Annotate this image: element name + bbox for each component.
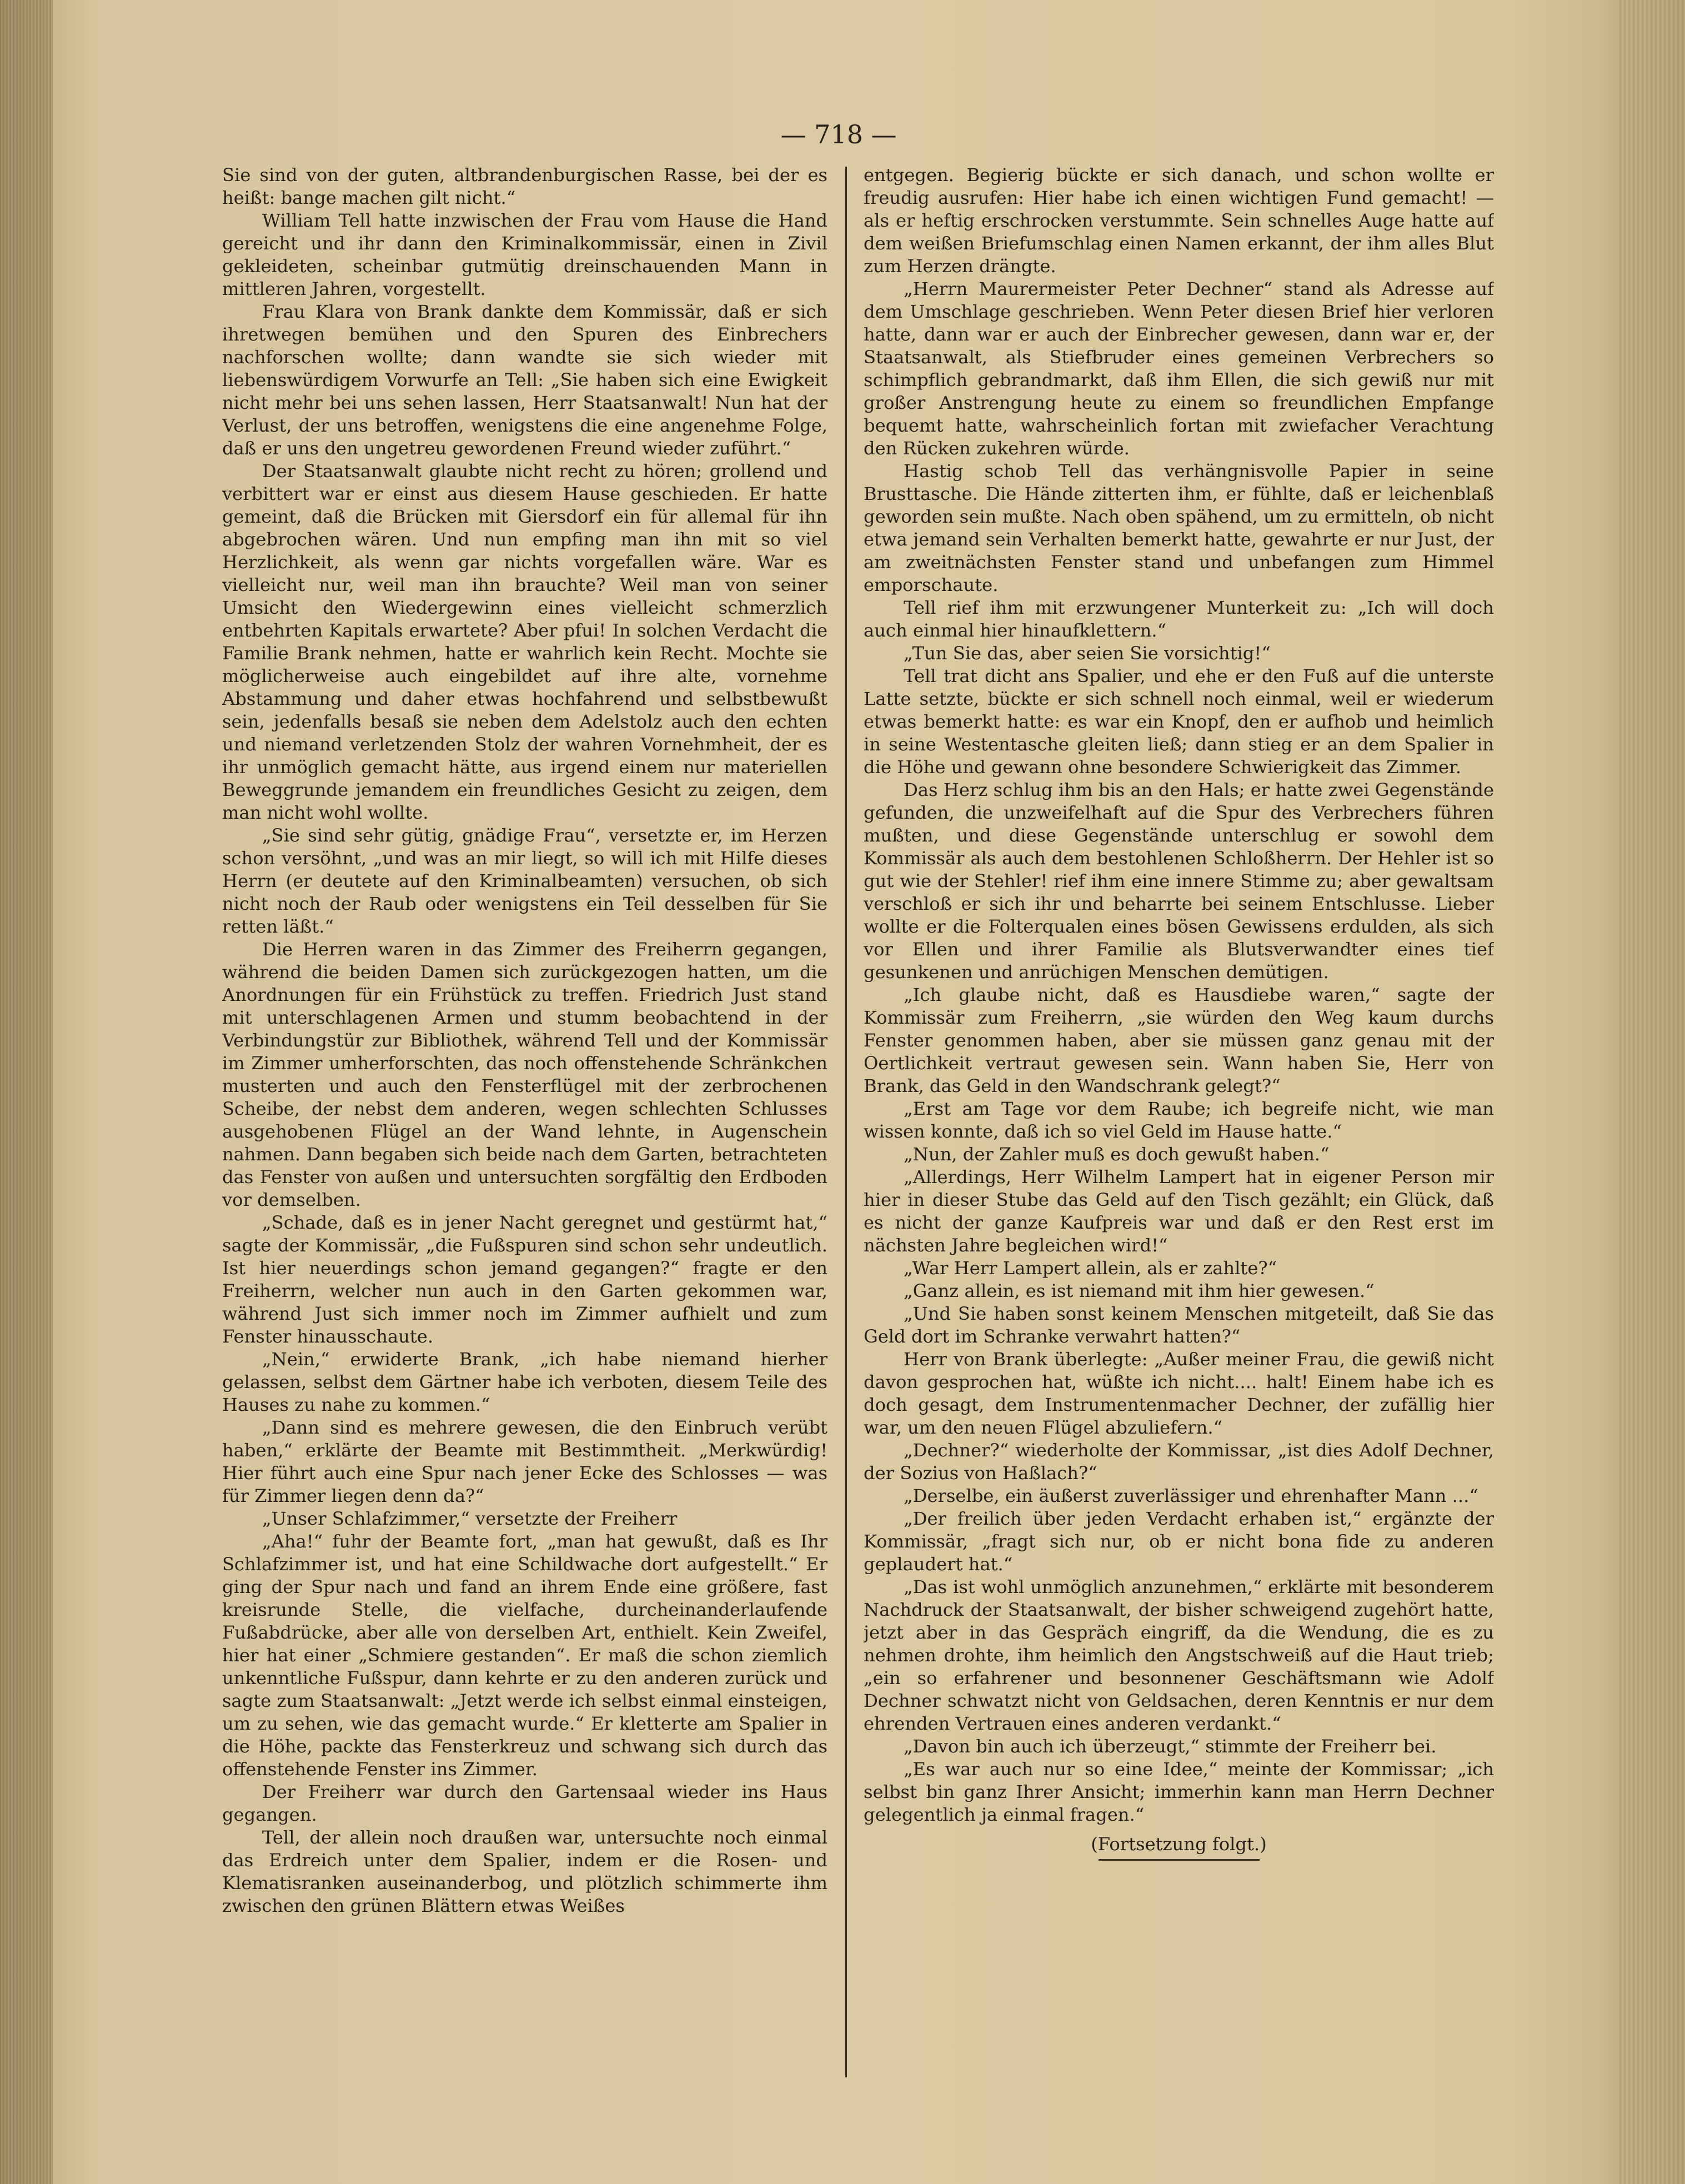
paragraph: „Unser Schlafzimmer,“ versetzte der Freiherr [262, 1508, 678, 1529]
left-text-column [222, 164, 828, 2158]
paragraph: „Davon bin auch ich überzeugt,“ stimmte der Freiherr bei. [904, 1736, 1437, 1757]
paragraph: Tell trat dicht ans Spalier, und ehe er den Fuß auf die unterste Latte setzte, bückte er sich schnell noch einmal, weil er wiederum etwas bemerkt hatte: es war ein Knopf, den er aufhob und heimlich in seine Westentasche gleiten ließ; dann stieg er an dem Spalier in die Höhe und gewann ohne besondere Schwierigkeit das Zimmer. [864, 665, 1494, 778]
paragraph: „Nein,“ erwiderte Brank, „ich habe niemand hierher gelassen, selbst dem Gärtner habe ich verboten, diesem Teile des Hauses zu nahe zu kommen.“ [222, 1349, 828, 1415]
continuation-note: (Fortsetzung folgt.) [1091, 1834, 1267, 1855]
paragraph: „Es war auch nur so eine Idee,“ meinte der Kommissar; „ich selbst bin ganz Ihrer Ansicht; immerhin kann man Herrn Dechner gelegentlich ja einmal fragen.“ [864, 1759, 1494, 1825]
paragraph: „Aha!“ fuhr der Beamte fort, „man hat gewußt, daß es Ihr Schlafzimmer ist, und hat eine Schildwache dort aufgestellt.“ Er ging der Spur nach und fand an ihrem Ende eine größere, fast kreisrunde Stelle, die vielfache, durcheinanderlaufende Fußabdrücke, aber alle von derselben Art, enthielt. Kein Zweifel, hier hat einer „Schmiere gestanden“. Er maß die schon ziemlich unkenntliche Fußspur, dann kehrte er zu den anderen zurück und sagte zum Staatsanwalt: „Jetzt werde ich selbst einmal einsteigen, um zu sehen, wie das gemacht wurde.“ Er kletterte am Spalier in die Höhe, packte das Fensterkreuz und schwang sich durch das offenstehende Fenster ins Zimmer. [222, 1531, 828, 1780]
paragraph: „Herrn Maurermeister Peter Dechner“ stand als Adresse auf dem Umschlage geschrieben. Wenn Peter diesen Brief hier verloren hatte, dann war er auch der Einbrecher gewesen, dann war er, der Staatsanwalt, als Stiefbruder eines gemeinen Verbrechers so schimpflich gebrandmarkt, daß ihm Ellen, die sich gewiß nur mit großer Anstrengung heute zu einem so freundlichen Empfange bequemt hatte, wahrscheinlich fortan mit zwiefacher Verachtung den Rücken zukehren würde. [864, 278, 1494, 459]
paragraph: entgegen. Begierig bückte er sich danach, und schon wollte er freudig ausrufen: Hier habe ich einen wichtigen Fund gemacht! — als er heftig erschrocken verstummte. Sein schnelles Auge hatte auf dem weißen Briefumschlag einen Namen erkannt, der ihm alles Blut zum Herzen drängte. [864, 164, 1494, 277]
paragraph: „Allerdings, Herr Wilhelm Lampert hat in eigener Person mir hier in dieser Stube das Geld auf den Tisch gezählt; ein Glück, daß es nicht der ganze Kaufpreis war und daß er den Rest erst im nächsten Jahre begleichen wird!“ [864, 1166, 1494, 1256]
paragraph: Der Freiherr war durch den Gartensaal wieder ins Haus gegangen. [222, 1781, 828, 1825]
paragraph: „Und Sie haben sonst keinem Menschen mitgeteilt, daß Sie das Geld dort im Schranke verwahrt hatten?“ [864, 1303, 1494, 1347]
paragraph: Der Staatsanwalt glaubte nicht recht zu hören; grollend und verbittert war er einst aus diesem Hause geschieden. Er hatte gemeint, daß die Brücken mit Giersdorf ein für allemal für ihn abgebrochen wären. Und nun empfing man ihn mit so viel Herzlichkeit, als wenn gar nichts vorgefallen wäre. War es vielleicht nur, weil man ihn brauchte? Weil man von seiner Umsicht den Wiedergewinn eines vielleicht schmerzlich entbehrten Kapitals erwartete? Aber pfui! In solchen Verdacht die Familie Brank nehmen, hatte er wahrlich kein Recht. Mochte sie möglicherweise auch eingebildet auf ihre alte, vornehme Abstammung und daher etwas hochfahrend und selbstbewußt sein, jedenfalls besaß sie neben dem Adelstolz auch den echten und niemand verletzenden Stolz der wahren Vornehmheit, der es ihr unmöglich gemacht hätte, aus irgend einem nur materiellen Beweggrunde jemandem ein freundliches Gesicht zu zeigen, dem man nicht wohl wollte. [222, 460, 828, 823]
column-divider [845, 167, 847, 2077]
paragraph: „Sie sind sehr gütig, gnädige Frau“, versetzte er, im Herzen schon versöhnt, „und was an mir liegt, so will ich mit Hilfe dieses Herrn (er deutete auf den Kriminalbeamten) versuchen, ob sich nicht noch der Raub oder wenigstens ein Teil desselben für Sie retten läßt.“ [222, 825, 828, 937]
right-text-column [864, 164, 1494, 2158]
paragraph: „War Herr Lampert allein, als er zahlte?“ [904, 1258, 1277, 1279]
paragraph: Das Herz schlug ihm bis an den Hals; er hatte zwei Gegenstände gefunden, die unzweifelhaft auf die Spur des Verbrechers führen mußten, und diese Gegenstände unterschlug er sowohl dem Kommissär als auch dem bestohlenen Schloßherrn. Der Hehler ist so gut wie der Stehler! rief ihm eine innere Stimme zu; aber gewaltsam verschloß er sich ihr und beharrte bei seinem Entschlusse. Lieber wollte er die Folterqualen eines bösen Gewissens erdulden, als sich vor Ellen und ihrer Familie als Blutsverwandter eines tief gesunkenen und anrüchigen Menschen demütigen. [864, 779, 1494, 983]
paragraph: „Dann sind es mehrere gewesen, die den Einbruch verübt haben,“ erklärte der Beamte mit Bestimmtheit. „Merkwürdig! Hier führt auch eine Spur nach jener Ecke des Schlosses — was für Zimmer liegen denn da?“ [222, 1417, 828, 1506]
paragraph: „Der freilich über jeden Verdacht erhaben ist,“ ergänzte der Kommissär, „fragt sich nur, ob er nicht bona fide zu anderen geplaudert hat.“ [864, 1508, 1494, 1575]
paragraph: „Tun Sie das, aber seien Sie vorsichtig!“ [904, 643, 1271, 664]
paragraph: „Ich glaube nicht, daß es Hausdiebe waren,“ sagte der Kommissär zum Freiherrn, „sie würden den Weg kaum durchs Fenster genommen haben, aber sie müssen ganz genau mit der Oertlichkeit vertraut gewesen sein. Wann haben Sie, Herr von Brank, das Geld in den Wandschrank gelegt?“ [864, 984, 1494, 1096]
paragraph: William Tell hatte inzwischen der Frau vom Hause die Hand gereicht und ihr dann den Kriminalkommissär, einen in Zivil gekleideten, scheinbar gutmütig dreinschauenden Mann in mittleren Jahren, vorgestellt. [222, 210, 828, 299]
end-rule [1099, 1859, 1260, 1861]
paragraph: „Erst am Tage vor dem Raube; ich begreife nicht, wie man wissen konnte, daß ich so viel Geld im Hause hatte.“ [864, 1098, 1494, 1142]
paragraph: Frau Klara von Brank dankte dem Kommissär, daß er sich ihretwegen bemühen und den Spuren des Einbrechers nachforschen wollte; dann wandte sie sich wieder mit liebenswürdigem Vorwurfe an Tell: „Sie haben sich eine Ewigkeit nicht mehr bei uns sehen lassen, Herr Staatsanwalt! Nun hat der Verlust, der uns betroffen, wenigstens die eine angenehme Folge, daß er uns den ungetreu gewordenen Freund wieder zuführt.“ [222, 301, 828, 459]
book-spine-edge [0, 0, 53, 2184]
paragraph: „Das ist wohl unmöglich anzunehmen,“ erklärte mit besonderem Nachdruck der Staatsanwalt, der bisher schweigend zugehört hatte, jetzt aber in das Gespräch eingriff, da die Wendung, die es zu nehmen drohte, ihm heimlich den Angstschweiß auf die Haut trieb; „ein so erfahrener und besonnener Geschäftsmann wie Adolf Dechner schwatzt nicht von Geldsachen, deren Kenntnis er nur dem ehrenden Vertrauen eines anderen verdankt.“ [864, 1576, 1494, 1734]
paragraph: Tell, der allein noch draußen war, untersuchte noch einmal das Erdreich unter dem Spalier, indem er die Rosen- und Klematisranken auseinanderbog, und plötzlich schimmerte ihm zwischen den grünen Blättern etwas Weißes [222, 1827, 828, 1916]
paragraph: Die Herren waren in das Zimmer des Freiherrn gegangen, während die beiden Damen sich zurückgezogen hatten, um die Anordnungen für ein Frühstück zu treffen. Friedrich Just stand mit unterschlagenen Armen und stumm beobachtend in der Verbindungstür zur Bibliothek, während Tell und der Kommissär im Zimmer umherforschten, das noch offenstehende Schränkchen musterten und auch den Fensterflügel mit der zerbrochenen Scheibe, der nebst dem anderen, wegen schlechten Schlusses ausgehobenen Flügel an der Wand lehnte, in Augenschein nahmen. Dann begaben sich beide nach dem Garten, betrachteten das Fenster von außen und untersuchten sorgfältig den Erdboden vor demselben. [222, 939, 828, 1210]
paragraph: Herr von Brank überlegte: „Außer meiner Frau, die gewiß nicht davon gesprochen hat, wüßte ich nicht.... halt! Einem habe ich es doch gesagt, dem Instrumentenmacher Dechner, der zufällig hier war, um den neuen Flügel abzuliefern.“ [864, 1349, 1494, 1438]
paragraph: „Ganz allein, es ist niemand mit ihm hier gewesen.“ [904, 1280, 1375, 1301]
paragraph: Sie sind von der guten, altbrandenburgischen Rasse, bei der es heißt: bange machen gilt nicht.“ [222, 164, 828, 208]
page-stack-edge [1618, 0, 1685, 2184]
paragraph: Tell rief ihm mit erzwungener Munterkeit zu: „Ich will doch auch einmal hier hinaufklettern.“ [864, 597, 1494, 641]
page-number: — 718 — [780, 119, 897, 149]
paragraph: „Dechner?“ wiederholte der Kommissar, „ist dies Adolf Dechner, der Sozius von Haßlach?“ [864, 1440, 1494, 1484]
paragraph: „Schade, daß es in jener Nacht geregnet und gestürmt hat,“ sagte der Kommissär, „die Fußspuren sind schon sehr undeutlich. Ist hier neuerdings schon jemand gegangen?“ fragte er den Freiherrn, welcher nun auch in den Garten gekommen war, während Just sich immer noch im Zimmer aufhielt und zum Fenster hinausschaute. [222, 1212, 828, 1347]
paragraph: Hastig schob Tell das verhängnisvolle Papier in seine Brusttasche. Die Hände zitterten ihm, er fühlte, daß er leichenblaß geworden sein mußte. Nach oben spähend, um zu ermitteln, ob nicht etwa jemand sein Verhalten bemerkt hatte, gewahrte er nur Just, der am zweitnächsten Fenster stand und unbefangen zum Himmel emporschaute. [864, 460, 1494, 595]
paragraph: „Nun, der Zahler muß es doch gewußt haben.“ [904, 1144, 1330, 1165]
paragraph: „Derselbe, ein äußerst zuverlässiger und ehrenhafter Mann ...“ [904, 1485, 1478, 1506]
